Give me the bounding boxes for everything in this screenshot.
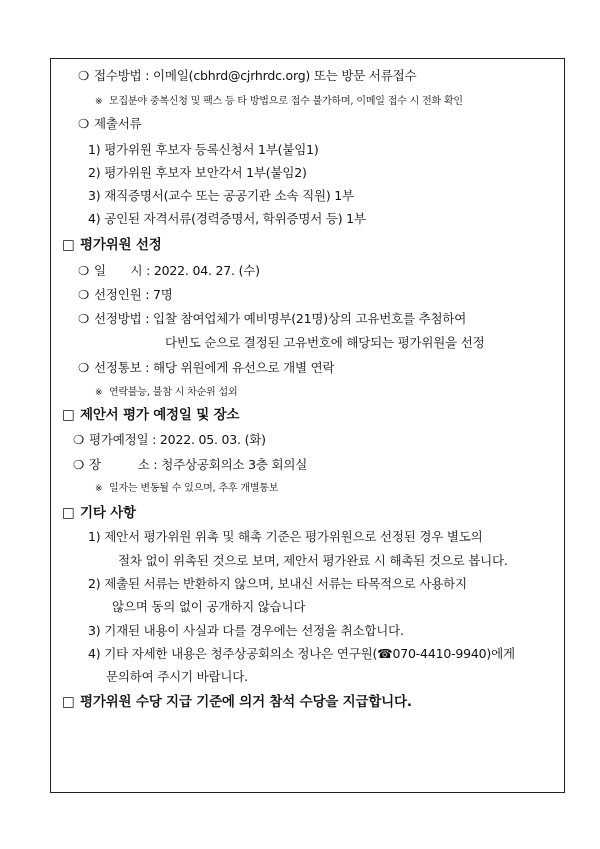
text-line	[78, 286, 173, 304]
line-text: 4) 기타 자세한 내용은 청주상공회의소 정나은 연구원(☎070-4410-9940)에게	[88, 646, 515, 661]
line-text: 선정방법 : 입찰 참여업체가 예비명부(21명)상의 고유번호를 추첨하여	[94, 311, 467, 326]
note-line	[95, 481, 278, 497]
line-text: 제출서류	[94, 116, 142, 131]
text-line	[78, 262, 260, 280]
note-line	[95, 385, 237, 401]
text-line	[73, 431, 266, 449]
line-text: 평가위원 선정	[80, 237, 162, 253]
line-text: 일자는 변동될 수 있으며, 추후 개별통보	[109, 483, 279, 494]
text-line	[88, 528, 483, 546]
line-text: 선정통보 : 해당 위원에게 유선으로 개별 연락	[94, 360, 335, 375]
line-text: 평가위원 수당 지급 기준에 의거 참석 수당을 지급합니다.	[80, 694, 412, 710]
circle-bullet-icon: ❍	[78, 68, 90, 83]
text-line	[78, 359, 334, 377]
line-text: 모집분야 중복신청 및 팩스 등 타 방법으로 접수 불가하며, 이메일 접수 시 전화 확인	[109, 96, 463, 107]
checkbox-square-icon: □	[62, 505, 75, 521]
line-text: 일 시 : 2022. 04. 27. (수)	[94, 263, 260, 278]
line-text: 4) 공인된 자격서류(경력증명서, 학위증명서 등) 1부	[88, 211, 366, 226]
line-text: 절차 없이 위촉된 것으로 보며, 제안서 평가완료 시 해촉된 것으로 봅니다.	[118, 553, 508, 568]
text-line	[88, 622, 404, 640]
checkbox-square-icon: □	[62, 237, 75, 253]
circle-bullet-icon: ❍	[73, 432, 85, 447]
circle-bullet-icon: ❍	[78, 263, 90, 278]
line-text: 1) 제안서 평가위원 위촉 및 해촉 기준은 평가위원으로 선정된 경우 별도의	[88, 529, 483, 544]
text-line	[88, 141, 319, 159]
text-line	[78, 310, 466, 328]
section-heading	[62, 692, 412, 712]
line-text: 제안서 평가 예정일 및 장소	[80, 407, 240, 423]
text-line	[73, 456, 307, 474]
section-heading	[62, 503, 136, 523]
note-line	[95, 94, 463, 110]
line-text: 2) 제출된 서류는 반환하지 않으며, 보내신 서류는 타목적으로 사용하지	[88, 576, 467, 591]
line-text: 1) 평가위원 후보자 등록신청서 1부(붙임1)	[88, 142, 319, 157]
text-line	[112, 598, 305, 616]
line-text: 2) 평가위원 후보자 보안각서 1부(붙임2)	[88, 165, 307, 180]
checkbox-square-icon: □	[62, 407, 75, 423]
line-text: 다빈도 순으로 결정된 고유번호에 해당되는 평가위원을 선정	[165, 335, 485, 350]
line-text: 접수방법 : 이메일(cbhrd@cjrhrdc.org) 또는 방문 서류접수	[94, 68, 417, 83]
text-line	[78, 67, 416, 85]
line-text: 선정인원 : 7명	[94, 287, 173, 302]
line-text: 장 소 : 청주상공회의소 3층 회의실	[89, 457, 308, 472]
line-text: 기타 사항	[80, 505, 136, 521]
text-line	[88, 187, 354, 205]
circle-bullet-icon: ❍	[78, 116, 90, 131]
line-text: 연락불능, 불참 시 차순위 섭외	[109, 387, 238, 398]
circle-bullet-icon: ❍	[78, 360, 90, 375]
line-text: 평가예정일 : 2022. 05. 03. (화)	[89, 432, 266, 447]
text-line	[88, 164, 307, 182]
section-heading	[62, 235, 162, 255]
text-line	[88, 210, 366, 228]
line-text: 문의하여 주시기 바랍니다.	[106, 669, 248, 684]
circle-bullet-icon: ❍	[73, 457, 85, 472]
checkbox-square-icon: □	[62, 694, 75, 710]
line-text: 3) 기재된 내용이 사실과 다를 경우에는 선정을 취소합니다.	[88, 623, 404, 638]
text-line	[118, 552, 508, 570]
note-mark-icon: ※	[95, 97, 103, 107]
circle-bullet-icon: ❍	[78, 287, 90, 302]
line-text: 않으며 동의 없이 공개하지 않습니다	[112, 599, 306, 614]
circle-bullet-icon: ❍	[78, 311, 90, 326]
text-line	[106, 668, 248, 686]
text-line	[165, 334, 485, 352]
text-line	[78, 115, 142, 133]
text-line	[88, 575, 467, 593]
line-text: 3) 재직증명서(교수 또는 공공기관 소속 직원) 1부	[88, 188, 354, 203]
note-mark-icon: ※	[95, 388, 103, 398]
section-heading	[62, 405, 239, 425]
note-mark-icon: ※	[95, 484, 103, 494]
text-line	[88, 645, 515, 663]
